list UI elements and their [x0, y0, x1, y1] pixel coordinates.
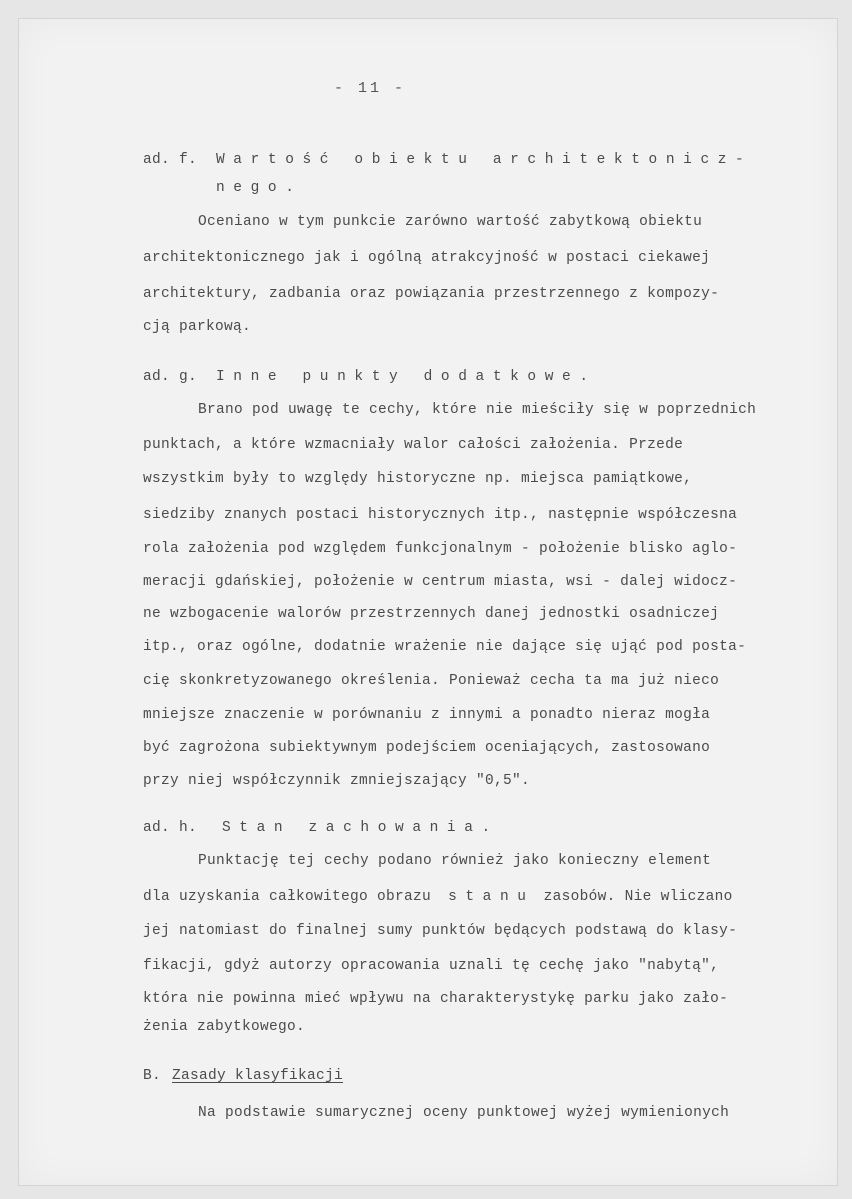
section-g-line: Brano pod uwagę te cechy, które nie mieściły się w poprzednich [198, 402, 757, 418]
section-b-marker: B. [143, 1068, 162, 1084]
section-f-marker: ad. f. [143, 152, 198, 168]
section-g-line: itp., oraz ogólne, dodatnie wrażenie nie dające się ująć pod posta- [143, 639, 747, 655]
section-h-heading: Stan zachowania. [222, 820, 499, 836]
section-g-heading: Inne punkty dodatkowe. [216, 369, 597, 385]
section-g-line: punktach, a które wzmacniały walor całości założenia. Przede [143, 437, 684, 453]
section-f-heading-line2: nego. [216, 180, 303, 196]
section-g-marker: ad. g. [143, 369, 198, 385]
section-h-line2-spaced: stanu [448, 889, 535, 905]
section-h-line-composite [143, 889, 733, 905]
section-g-line: mniejsze znaczenie w porównaniu z innymi a ponadto nieraz mogła [143, 707, 711, 723]
document-page [18, 18, 838, 1186]
section-g-line: wszystkim były to względy historyczne np. miejsca pamiątkowe, [143, 471, 693, 487]
section-f-line: Oceniano w tym punkcie zarówno wartość zabytkową obiektu [198, 214, 703, 230]
section-b-heading: Zasady klasyfikacji [172, 1068, 344, 1084]
page-number: - 11 - [334, 80, 407, 97]
section-g-line: cię skonkretyzowanego określenia. Ponieważ cecha ta ma już nieco [143, 673, 720, 689]
section-g-line: rola założenia pod względem funkcjonalnym - położenie blisko aglo- [143, 541, 738, 557]
section-g-line: być zagrożona subiektywnym podejściem oceniających, zastosowano [143, 740, 711, 756]
section-h-line: która nie powinna mieć wpływu na charakterystykę parku jako zało- [143, 991, 729, 1007]
section-h-line2-after: zasobów. Nie wliczano [543, 889, 733, 905]
section-h-line: fikacji, gdyż autorzy opracowania uznali tę cechę jako "nabytą", [143, 958, 720, 974]
section-h-line: żenia zabytkowego. [143, 1019, 306, 1035]
section-h-line: Punktację tej cechy podano również jako konieczny element [198, 853, 712, 869]
section-g-line: siedziby znanych postaci historycznych itp., następnie współczesna [143, 507, 738, 523]
section-b-line: Na podstawie sumarycznej oceny punktowej wyżej wymienionych [198, 1105, 730, 1121]
section-h-line: jej natomiast do finalnej sumy punktów będących podstawą do klasy- [143, 923, 738, 939]
section-f-heading-line1: Wartość obiektu architektonicz- [216, 152, 753, 168]
section-g-line: meracji gdańskiej, położenie w centrum miasta, wsi - dalej widocz- [143, 574, 738, 590]
section-f-line: architektonicznego jak i ogólną atrakcyjność w postaci ciekawej [143, 250, 711, 266]
section-h-line2-before: dla uzyskania całkowitego obrazu [143, 889, 432, 905]
section-h-marker: ad. h. [143, 820, 198, 836]
section-g-line: przy niej współczynnik zmniejszający "0,5". [143, 773, 531, 789]
section-f-line: cją parkową. [143, 319, 252, 335]
section-f-line: architektury, zadbania oraz powiązania przestrzennego z kompozy- [143, 286, 720, 302]
section-g-line: ne wzbogacenie walorów przestrzennych danej jednostki osadniczej [143, 606, 720, 622]
